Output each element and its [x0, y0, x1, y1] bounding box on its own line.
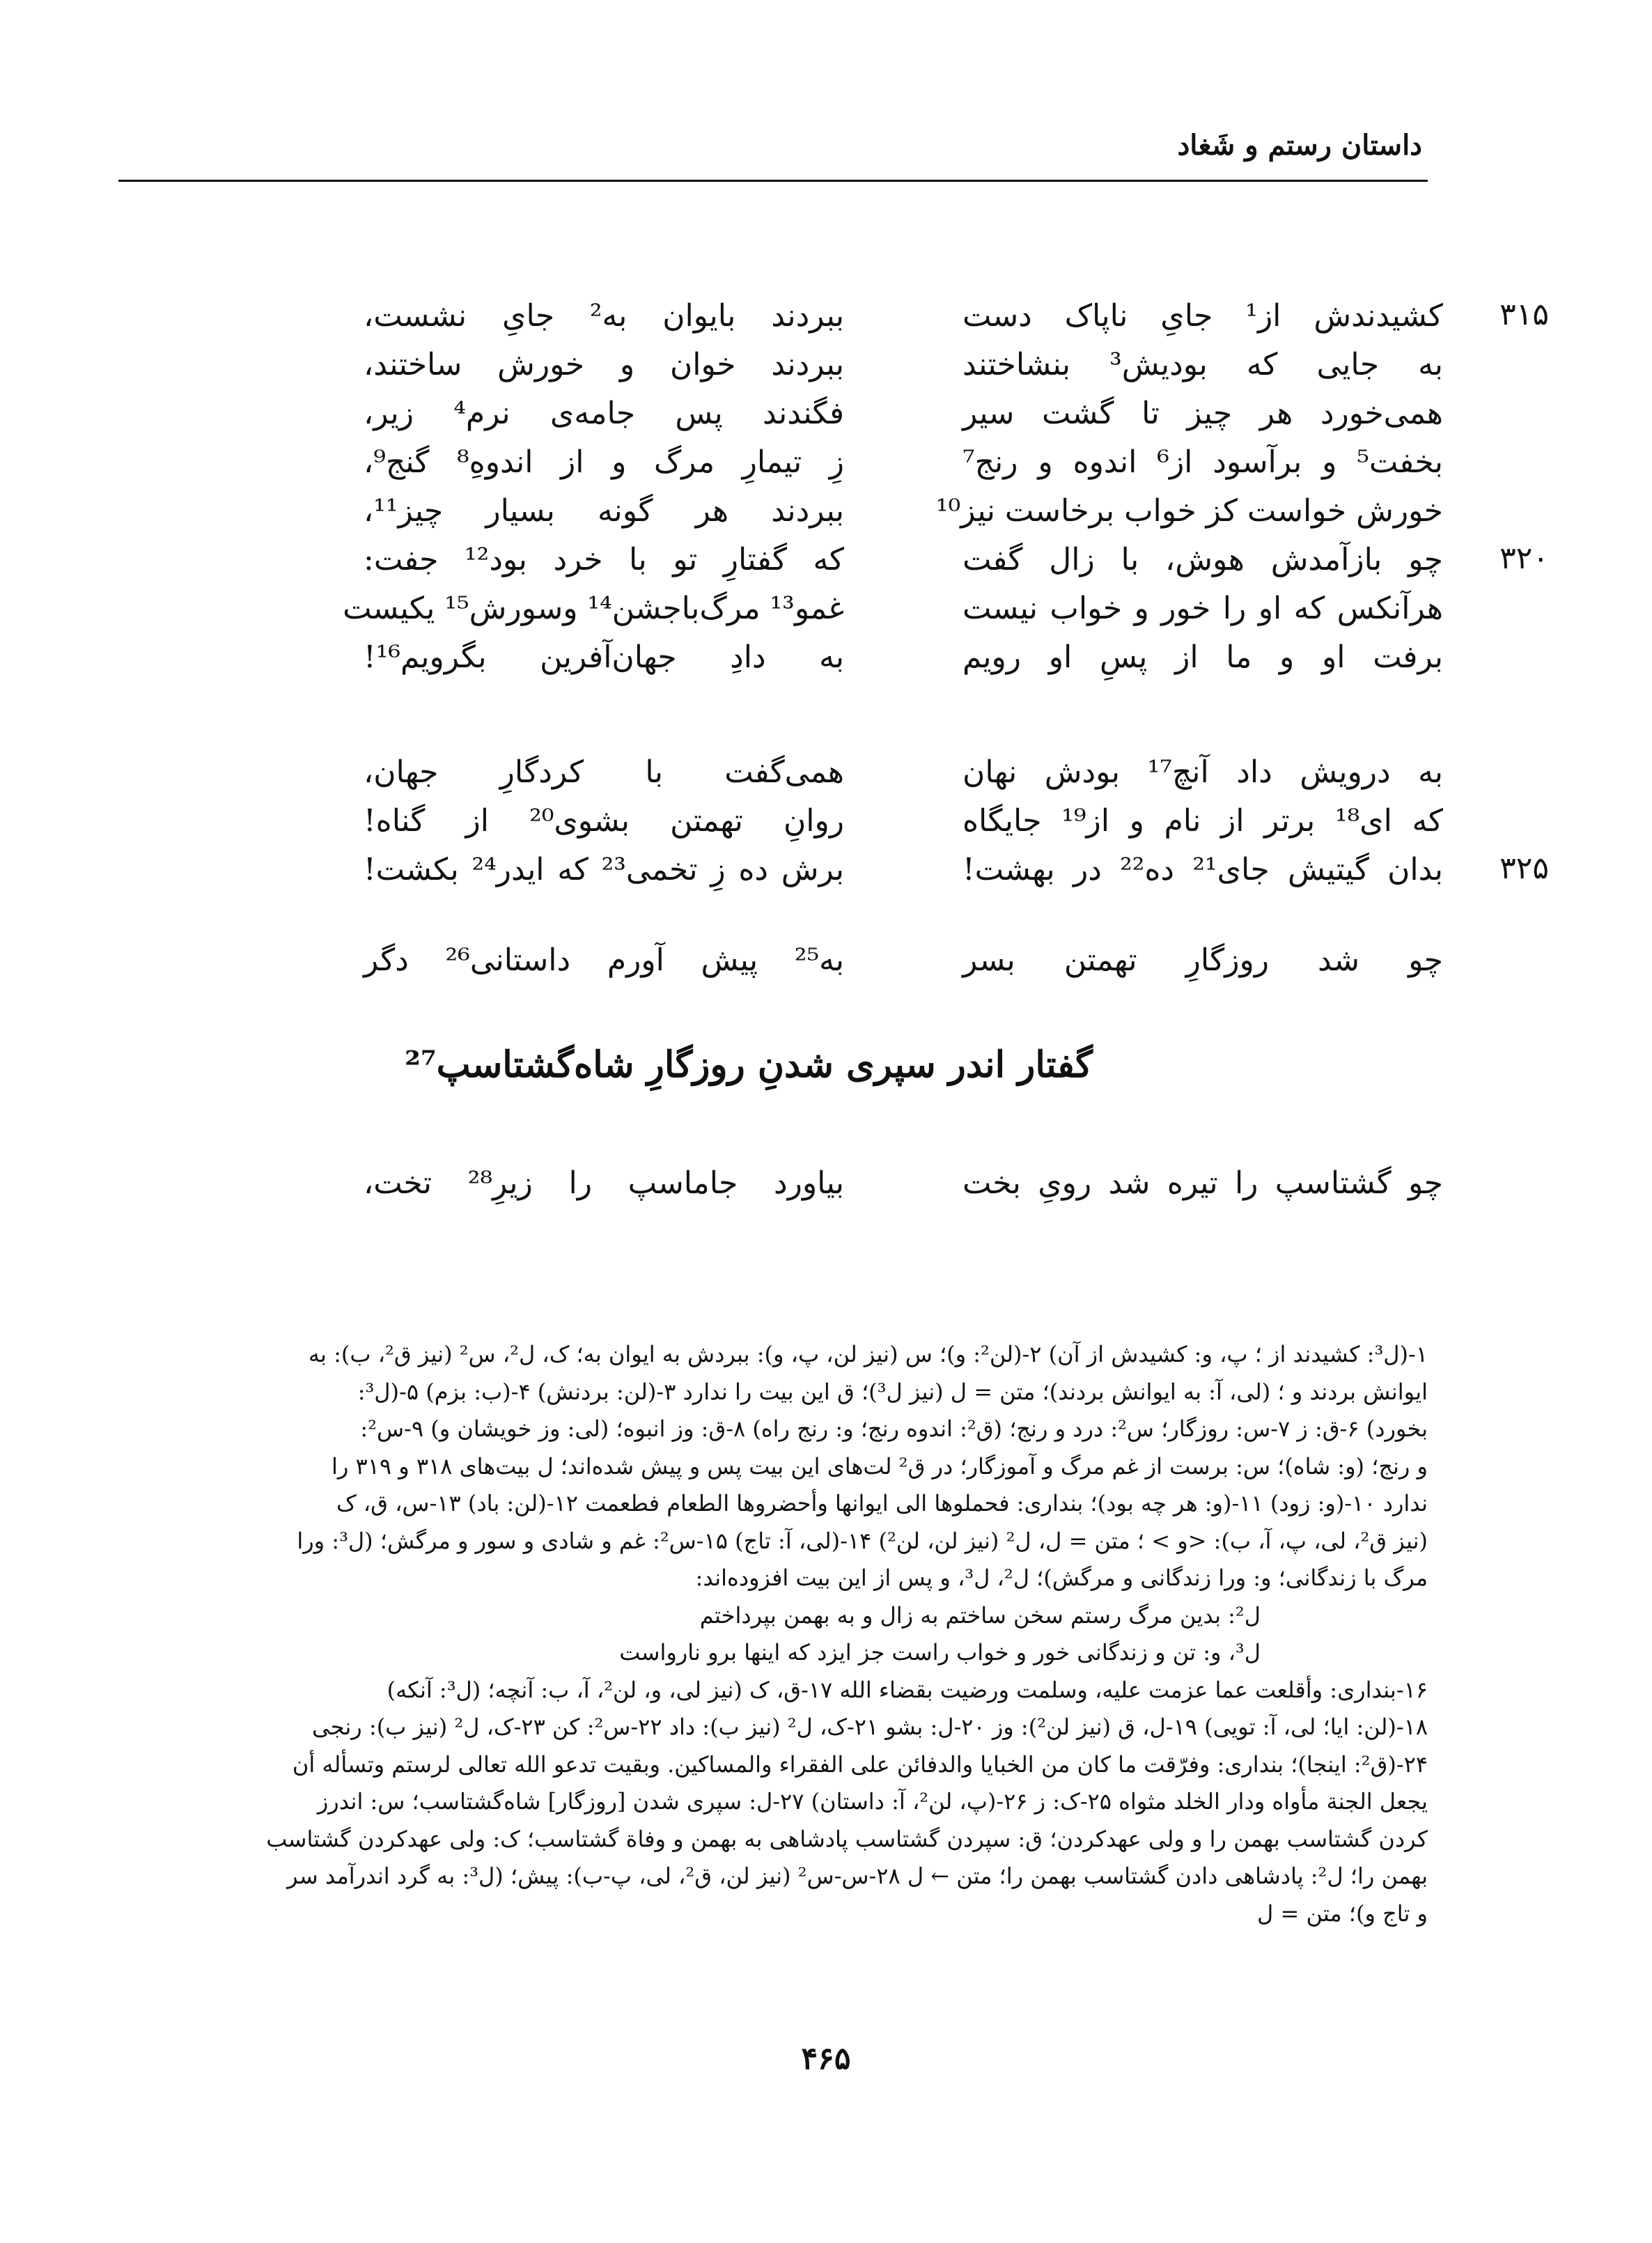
second-hemistich: به دادِ جهان‌آفرین بگرویم¹⁶! [364, 639, 844, 675]
second-hemistich: زِ تیمارِ مرگ و از اندوهِ⁸ گنج⁹، [364, 444, 844, 480]
verse-line [0, 390, 1652, 437]
verse-line [0, 341, 1652, 389]
verse-line [0, 536, 1652, 584]
footnote-quoted-verse: ل³، و: تن و زندگانی خور و خواب راست جز ایزد که اینها برو نارواست [619, 1639, 1261, 1666]
footnote-line: مرگ با زندگانی؛ و: ورا زندگانی و مرگش)؛ ل²، ل³، و پس از این بیت افزوده‌اند: [695, 1565, 1428, 1591]
verse-line [0, 846, 1652, 894]
footnote-line: بهمن را؛ ل²: پادشاهی دادن گشتاسب بهمن را؛ متن ← ل ۲۸-س-س² (نیز لن، ق²، لی، پ-ب): پیش؛ (ل³: به گرد اندرآمد سر [287, 1863, 1428, 1889]
footnote-line: ندارد ۱۰-(و: زود) ۱۱-(و: هر چه بود)؛ بنداری: فحملوها الی ایوانها وأحضروها الطعام فطعمت ۱۲-(لن: باد) ۱۳-س، ق، ک [336, 1490, 1428, 1516]
first-hemistich: بدان گیتیش جای²¹ ده²² در بهشت! [963, 852, 1443, 887]
second-hemistich: ببردند بایوان به² جایِ نشست، [364, 298, 844, 334]
verse-line [0, 293, 1652, 340]
footnote-line: ۱-(ل³: کشیدند از ؛ پ، و: کشیدش از آن) ۲-(لن²: و)؛ س (نیز لن، پ، و): ببردش به ایوان به؛ ک، ل²، س² (نیز ق²، ب): به [308, 1341, 1428, 1367]
first-hemistich: که ای¹⁸ برتر از نام و از¹⁹ جایگاه [963, 803, 1443, 839]
footnote-line: کردن گشتاسب بهمن را و ولی عهدکردن؛ ق: سپردن گشتاسب پادشاهی به بهمن و وفاة گشتاسب؛ ک: ولی عهدکردن گشتاسب [266, 1825, 1428, 1852]
verse-line [0, 585, 1652, 632]
second-hemistich: برش ده زِ تخمی²³ که ایدر²⁴ بکشت! [364, 852, 844, 887]
footnote-line: یجعل الجنة مأواه ودار الخلد مثواه ۲۵-ک: ز ۲۶-(پ، لن²، آ: داستان) ۲۷-ل: سپری شدن [روزگار] شاه‌گشتاسب؛ س: اندرز [317, 1788, 1428, 1815]
footnotes [125, 1336, 1428, 1932]
first-hemistich: خورش خواست کز خواب برخاست نیز¹⁰ [935, 493, 1443, 529]
first-hemistich: به درویش داد آنچ¹⁷ بودش نهان [963, 754, 1444, 790]
footnote-line: ۱۸-(لن: ایا؛ لی، آ: تویی) ۱۹-ل، ق (نیز لن²): وز ۲۰-ل: بشو ۲۱-ک، ل² (نیز ب): داد ۲۲-س²: کن ۲۳-ک، ل² (نیز ب): رنجی [312, 1714, 1428, 1740]
second-hemistich: که گفتارِ تو با خرد بود¹² جفت: [364, 542, 845, 577]
first-hemistich: چو شد روزگارِ تهمتن بسر [963, 942, 1443, 978]
verse-line [0, 798, 1652, 845]
first-hemistich: همی‌خورد هر چیز تا گشت سیر [963, 396, 1443, 431]
footnote-line: ۱۶-بنداری: وأقلعت عما عزمت علیه، وسلمت ورضیت بقضاء الله ۱۷-ق، ک (نیز لی، و، لن²، آ، ب: آنچه؛ (ل³: آنکه) [387, 1676, 1428, 1703]
verse-number: ۳۲۰ [1499, 541, 1549, 576]
verse-line [0, 749, 1652, 796]
footnote-line: و رنج؛ (و: شاه)؛ س: برست از غم مرگ و آموزگار؛ در ق² لت‌های این بیت پس و پیش شده‌اند؛ ل بیت‌های ۳۱۸ و ۳۱۹ را [332, 1452, 1428, 1480]
footnote-line: ایوانش بردند و ؛ (لی، آ: به ایوانش بردند)؛ متن = ل (نیز ل³)؛ ق این بیت را ندارد ۳-(لن: بردنش) ۴-(ب: بزم) ۵-(ل³: [357, 1378, 1428, 1405]
verse-line [0, 1160, 1652, 1207]
second-hemistich: همی‌گفت با کردگارِ جهان، [364, 754, 844, 790]
second-hemistich: ببردند خوان و خورش ساختند، [364, 347, 844, 382]
footnote-line: بخورد) ۶-ق: ز ۷-س: روزگار؛ س²: درد و رنج؛ (ق²: اندوه رنج؛ و: رنج راه) ۸-ق: وز انبوه؛ (لی: وز خویشان و) ۹-س²: [360, 1415, 1428, 1442]
verse-number: ۳۲۵ [1499, 851, 1549, 886]
first-hemistich: هرآنکس که او را خور و خواب نیست [963, 591, 1443, 626]
footnote-line: (نیز ق²، لی، پ، آ، ب): <و > ؛ متن = ل، ل² (نیز لن، لن²) ۱۴-(لی، آ: تاج) ۱۵-س²: غم و شادی و سور و مرگش؛ (ل³: ورا [297, 1527, 1428, 1554]
second-hemistich: روانِ تهمتن بشوی²⁰ از گناه! [364, 803, 844, 839]
footnote-line: و تاج و)؛ متن = ل [1257, 1900, 1428, 1927]
verse-line [0, 488, 1652, 535]
second-hemistich: ببردند هر گونه بسیار چیز¹¹، [364, 493, 844, 529]
second-hemistich: بیاورد جاماسپ را زیرِ²⁸ تخت، [364, 1165, 845, 1201]
first-hemistich: کشیدندش از¹ جایِ ناپاک دست [963, 298, 1443, 334]
second-hemistich: غمو¹³ مرگ‌باجشن¹⁴ وسورش¹⁵ یکیست [343, 591, 844, 626]
footnote-quoted-verse: ل²: بدین مرگ رستم سخن ساختم به زال و به بهمن بپرداختم [699, 1601, 1261, 1629]
verse-number: ۳۱۵ [1499, 297, 1549, 332]
second-hemistich: به²⁵ پیش آورم داستانی²⁶ دگر [364, 942, 844, 978]
footnote-line: ۲۴-(ق²: اینجا)؛ بنداری: وفرّقت ما کان من الخبایا والدفائن علی الفقراء والمساکین. وبقیت تدعو الله تعالی لرستم وتسأله أن [292, 1751, 1428, 1778]
first-hemistich: چو گشتاسپ را تیره شد رویِ بخت [963, 1165, 1443, 1201]
second-hemistich: فگندند پس جامه‌ی نرم⁴ زیر، [364, 396, 844, 431]
first-hemistich: برفت او و ما از پسِ او رویم [963, 639, 1443, 675]
verse-line [0, 937, 1652, 984]
first-hemistich: چو بازآمدش هوش، با زال گفت [963, 542, 1443, 577]
verse-line [0, 634, 1652, 681]
first-hemistich: به جایی که بودیش³ بنشاختند [963, 347, 1443, 382]
running-head: داستان رستم و شَغاد [1177, 129, 1422, 162]
header-rule [118, 180, 1428, 182]
first-hemistich: بخفت⁵ و برآسود از⁶ اندوه و رنج⁷ [963, 444, 1443, 480]
page-number: ۴۶۵ [801, 2041, 851, 2077]
verse-line [0, 439, 1652, 486]
section-title: گفتار اندر سپری شدنِ روزگارِ شاه‌گشتاسپ²⁷ [405, 1043, 1093, 1086]
